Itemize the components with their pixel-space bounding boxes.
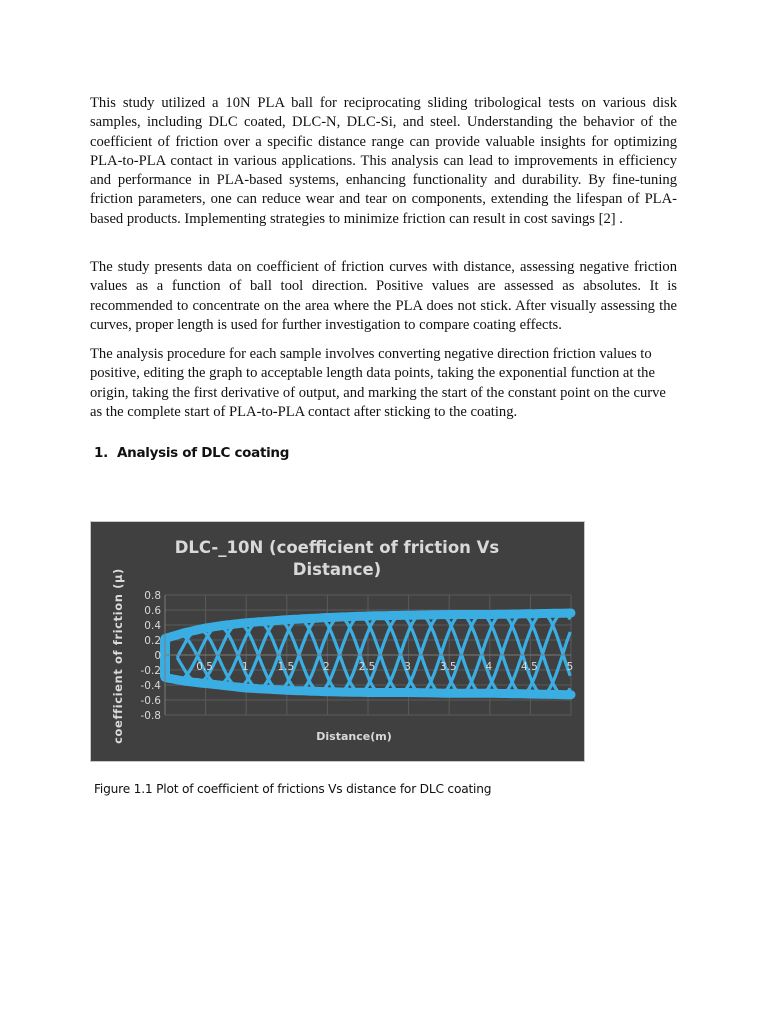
paragraph-intro: This study utilized a 10N PLA ball for reciprocating sliding tribological tests on various disk samples, including DLC coated, DLC-N, DLC-Si, and steel. Understanding the behavior of the coefficient of friction over a specific distance range can provide valuable insights for optimizing PLA-to-PLA contact in various applications. This analysis can lead to improvements in efficiency and performance in PLA-based systems, enhancing functionality and durability. By fine-tuning friction parameters, one can reduce wear and tear on components, extending the lifespan of PLA-based products. Implementing strategies to minimize friction can result in cost savings [2] . [90,95,677,227]
x-tick-label: 4.5 [521,661,538,673]
y-tick-label: -0.4 [140,680,161,692]
y-tick-label: 0.4 [144,620,161,632]
y-tick-label: 0 [154,650,161,662]
y-tick-label: 0.8 [144,590,161,602]
chart-y-axis-label: coefficient of friction (µ) [111,568,125,744]
section-number: 1. [94,445,108,461]
chart-x-axis-label: Distance(m) [316,730,392,743]
x-tick-label: 5 [566,661,574,673]
figure-caption: Figure 1.1 Plot of coefficient of frictions Vs distance for DLC coating [94,782,492,796]
x-tick-label: 2.5 [358,661,376,673]
x-tick-label: 3 [404,661,411,673]
x-tick-label: 0.5 [196,661,213,673]
y-tick-label: -0.2 [140,665,161,677]
x-tick-label: 3.5 [439,661,457,673]
chart-container [90,521,585,762]
y-tick-label: 0.6 [144,605,161,617]
x-tick-label: 2 [323,661,330,673]
paragraph-procedure: The analysis procedure for each sample involves converting negative direction friction values to positive, editing the graph to acceptable length data points, taking the exponential function at the origin, taking the first derivative of output, and marking the start of the constant point on the curve as the complete start of PLA-to-PLA contact after sticking to the coating. [90,346,666,420]
y-tick-label: -0.8 [140,710,161,722]
x-tick-label: 4 [485,661,493,673]
paragraph-method: The study presents data on coefficient of friction curves with distance, assessing negative friction values as a function of ball tool direction. Positive values are assessed as absolutes. It is recommended to concentrate on the area where the PLA does not stick. After visually assessing the curves, proper length is used for further investigation to compare coating effects. [90,259,677,333]
section-title: Analysis of DLC coating [117,445,290,461]
y-tick-label: 0.2 [144,635,161,647]
chart-title-line-1: DLC-_10N (coefficient of friction Vs [174,538,500,557]
friction-chart [91,522,584,761]
chart-title-line-2: Distance) [292,560,382,579]
y-tick-label: -0.6 [140,695,161,707]
x-tick-label: 1 [241,661,249,673]
x-tick-label: 1.5 [277,661,295,673]
section-heading [94,445,289,461]
